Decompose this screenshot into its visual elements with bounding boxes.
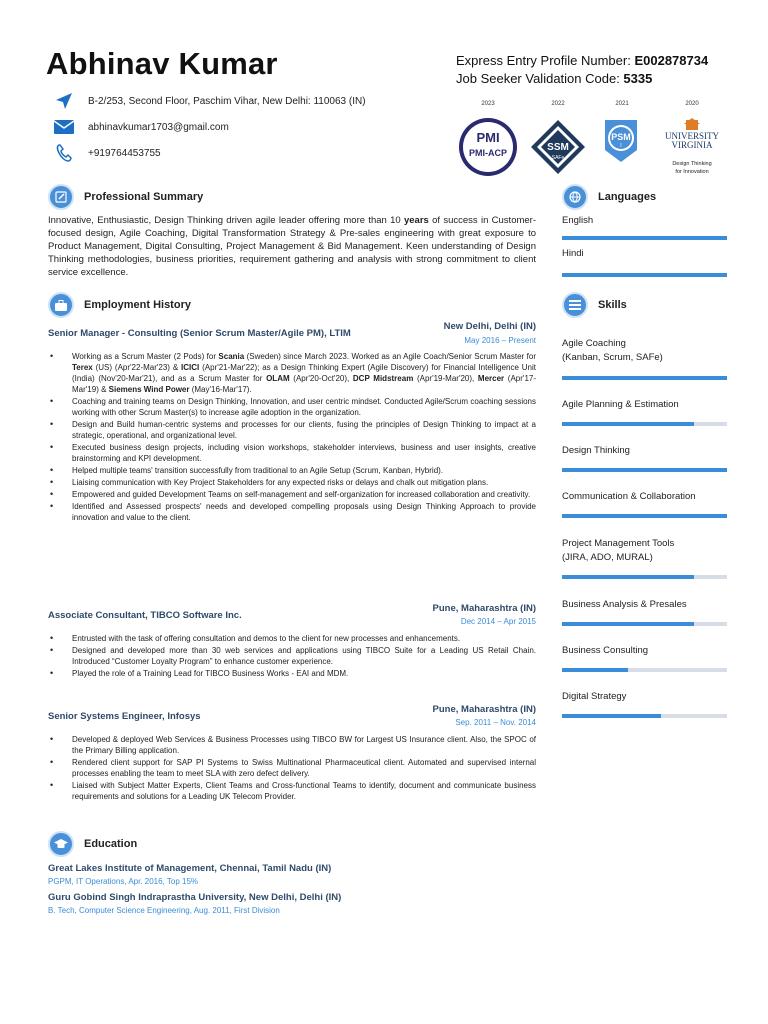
uva-badge — [658, 118, 726, 182]
language-hindi-fill — [562, 273, 727, 277]
psm-badge — [601, 116, 641, 164]
job-1-bullet-4: • Executed business design projects, including vision workshops, stakeholder interviews, business and user insights, creative brainstorming and KPI development. — [48, 442, 536, 464]
job-2-bullet-3: • Played the role of a Training Lead for TIBCO Business Works - EAI and MDM. — [48, 668, 536, 679]
email-icon — [54, 117, 74, 137]
skill-8: Digital Strategy — [562, 691, 627, 702]
skill-5: Project Management Tools (JIRA, ADO, MURAL) — [562, 538, 675, 563]
education-heading — [48, 831, 137, 857]
job-title-2: Associate Consultant, TIBCO Software Inc. — [48, 610, 242, 621]
list-icon — [562, 292, 588, 318]
express-entry-number: E002878734 — [634, 53, 709, 68]
job-1-bullet-7: • Empowered and guided Development Teams on self-management and self-organization for increased collaboration and creativity. — [48, 489, 536, 500]
job-location-3: Pune, Maharashtra (IN) — [432, 704, 536, 715]
education-heading-text: Education — [84, 838, 138, 850]
graduation-cap-icon — [48, 831, 74, 857]
psm-level-text: I — [620, 143, 622, 149]
briefcase-icon — [48, 292, 74, 318]
skill-4: Communication & Collaboration — [562, 491, 696, 502]
globe-icon — [562, 184, 588, 210]
express-entry-label: Express Entry Profile Number: — [456, 53, 635, 68]
job-1-bullet-8: • Identified and Assessed prospects' needs and developed compelling proposals using Design Thinking Approach to provide innovation and value to the client. — [48, 501, 536, 523]
address-text: B-2/253, Second Floor, Paschim Vihar, New Delhi: 110063 (IN) — [88, 95, 366, 107]
job-1-bullet-3: • Design and Build human-centric systems and processes for our clients, fusing the principles of Design Thinking to impact at a strategic, operational, and organizational level. — [48, 419, 536, 441]
job-3-bullet-2: • Rendered client support for SAP PI Systems to Swiss Multinational Pharmaceutical client. Automated and supervised internal processes enabling the team to meet SLA with zero defect delivery. — [48, 757, 536, 779]
languages-heading — [562, 184, 656, 210]
skill-7: Business Consulting — [562, 645, 649, 656]
skill-7-fill — [562, 668, 628, 672]
job-title-1: Senior Manager - Consulting (Senior Scrum Master/Agile PM), LTIM — [48, 328, 351, 339]
language-english-bar — [562, 236, 727, 240]
skill-6-bar — [562, 622, 727, 626]
job-location-1: New Delhi, Delhi (IN) — [443, 321, 536, 332]
validation-code-value: 5335 — [623, 71, 653, 86]
uva-caption-line2: for Innovation — [675, 169, 709, 175]
skill-3-bar — [562, 468, 727, 472]
skill-2-fill — [562, 422, 694, 426]
job-1-bullet-2: • Coaching and training teams on Design Thinking, Innovation, and user centric mindset. Conducted Agile/Scrum coaching sessions working with other Scrum Master(s) to increase agile adoption in the organization. — [48, 396, 536, 418]
ssm-badge — [529, 118, 587, 176]
skill-1-bar — [562, 376, 727, 380]
skill-1-fill — [562, 376, 727, 380]
job-2-bullet-2: • Designed and developed more than 30 web services and applications using TIBCO Suite for a Leading US Retail Chain. Introduced “Customer Loyalty Program” to enhance customer experience. — [48, 645, 536, 667]
badge-year-pmi: 2023 — [481, 101, 495, 107]
skill-2-bar — [562, 422, 727, 426]
language-hindi-bar — [562, 273, 727, 277]
language-english-fill — [562, 236, 727, 240]
uva-text-line2: VIRGINIA — [671, 140, 713, 150]
summary-heading-text: Professional Summary — [84, 191, 204, 203]
language-hindi: Hindi — [562, 248, 584, 259]
skills-heading-text: Skills — [598, 299, 627, 311]
skill-4-fill — [562, 514, 727, 518]
job-1-bullet-5: • Helped multiple teams' transition successfully from traditional to an Agile Setup (Scrum, Kanban, Hybrid). — [48, 465, 536, 476]
skill-5-bar — [562, 575, 727, 579]
job-bullets-1 — [48, 351, 536, 524]
edu-institution-2: Guru Gobind Singh Indraprastha University, New Delhi, Delhi (IN) — [48, 892, 342, 903]
pmi-acp-badge — [457, 116, 519, 178]
job-bullets-3 — [48, 734, 536, 803]
job-3-bullet-1: • Developed & deployed Web Services & Business Processes using TIBCO BW for Largest US Insurance client. Also, the SPOC of the Primary Billing application. — [48, 734, 536, 756]
ssm-text: SSM — [547, 142, 569, 153]
summary-text: Innovative, Enthusiastic, Design Thinking driven agile leader offering more than 10 years of success in Customer-focused design, Agile Coaching, Digital Transformation Strategy & Pre-sales engineering with great exposure to Product Management, Digital Consulting, Project Management & Bid Management. Keen understanding of Design Thinking methodologies, business priorities, requirement gathering and analysis with strong commitment to client service excellence. — [48, 215, 536, 278]
skills-heading — [562, 292, 627, 318]
summary-heading — [48, 184, 203, 210]
job-3-bullet-3: • Liaised with Subject Matter Experts, Client Teams and Cross-functional Teams to identify, document and communicate business requirements and solutions for a Leading UK Telecom Provider. — [48, 780, 536, 802]
badge-year-psm: 2021 — [615, 101, 629, 107]
job-dates-3: Sep. 2011 – Nov. 2014 — [455, 718, 536, 727]
svg-text:PMI: PMI — [476, 130, 500, 145]
skill-5-fill — [562, 575, 694, 579]
express-entry-block — [456, 52, 708, 88]
uva-text-line1: UNIVERSITY — [665, 131, 719, 141]
skill-6-fill — [562, 622, 694, 626]
phone-row — [54, 143, 161, 163]
validation-code-label: Job Seeker Validation Code: — [456, 71, 624, 86]
edu-detail-2: B. Tech, Computer Science Engineering, Aug. 2011, First Division — [48, 906, 280, 915]
skill-3-fill — [562, 468, 727, 472]
candidate-name: Abhinav Kumar — [46, 46, 278, 81]
employment-heading-text: Employment History — [84, 299, 191, 311]
job-1-bullet-1: • Working as a Scrum Master (2 Pods) for Scania (Sweden) since March 2023. Worked as an Agile Coach/Senior Scrum Master for Terex (US) (Apr'22-Mar'23) & ICICI (Apr'21-Mar'22); as a Design Thinking Expert (Agile Discovery) for Financial Intelligence Unit (India) (Nov'20-Mar'21), and as a Scrum Master for OLAM (Apr'20-Oct'20), DCP Midstream (Apr'19-Mar'20), Mercer (Apr'17-Mar'19) & Siemens Wind Power (May'16-Mar'17). — [48, 351, 536, 395]
skill-2: Agile Planning & Estimation — [562, 399, 679, 410]
pmi-acp-text: PMI-ACP — [469, 148, 507, 158]
employment-heading — [48, 292, 191, 318]
skill-1: Agile Coaching (Kanban, Scrum, SAFe) — [562, 338, 663, 363]
job-location-2: Pune, Maharashtra (IN) — [432, 603, 536, 614]
job-dates-1: May 2016 – Present — [464, 336, 536, 345]
safe-text: SAFe — [551, 155, 565, 161]
job-1-bullet-6: • Liaising communication with Key Project Stakeholders for any expected risks or delays and chalk out mitigation plans. — [48, 477, 536, 488]
badge-year-ssm: 2022 — [551, 101, 565, 107]
languages-heading-text: Languages — [598, 191, 657, 203]
edit-icon — [48, 184, 74, 210]
uva-caption-line1: Design Thinking — [672, 161, 712, 167]
language-english: English — [562, 215, 594, 226]
job-title-3: Senior Systems Engineer, Infosys — [48, 711, 201, 722]
badge-year-uva: 2020 — [685, 101, 699, 107]
psm-text: PSM — [611, 132, 631, 142]
skill-4-bar — [562, 514, 727, 518]
skill-7-bar — [562, 668, 727, 672]
edu-detail-1: PGPM, IT Operations, Apr. 2016, Top 15% — [48, 877, 199, 886]
skill-6: Business Analysis & Presales — [562, 599, 687, 610]
address-row — [54, 91, 366, 111]
job-bullets-2 — [48, 633, 536, 680]
location-arrow-icon — [54, 91, 74, 111]
email-row — [54, 117, 229, 137]
skill-8-bar — [562, 714, 727, 718]
edu-institution-1: Great Lakes Institute of Management, Chennai, Tamil Nadu (IN) — [48, 863, 332, 874]
skill-8-fill — [562, 714, 661, 718]
job-dates-2: Dec 2014 – Apr 2015 — [460, 617, 536, 626]
email-text[interactable]: abhinavkumar1703@gmail.com — [88, 121, 229, 133]
phone-text[interactable]: +919764453755 — [88, 147, 161, 159]
job-2-bullet-1: • Entrusted with the task of offering consultation and demos to the client for new processes and enhancements. — [48, 633, 536, 644]
skill-3: Design Thinking — [562, 445, 630, 456]
phone-icon — [54, 143, 74, 163]
